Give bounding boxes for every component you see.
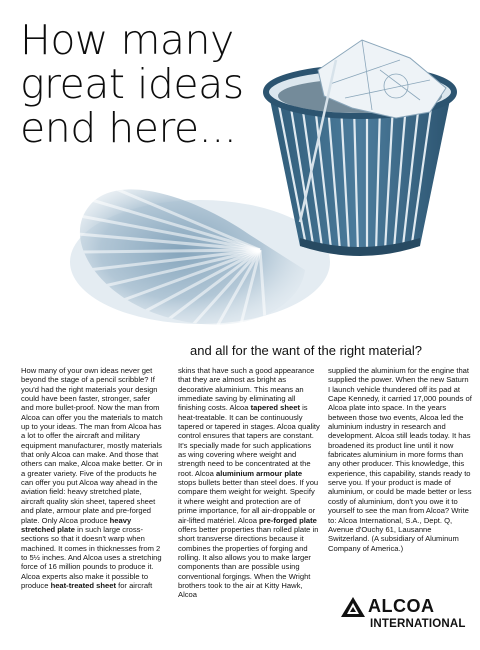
body-column-1 bbox=[21, 366, 163, 590]
emphasis-armour-plate: aluminium armour plate bbox=[216, 468, 303, 478]
body-text: offers better properties than rolled plate in short transverse directions because it combines the properties of forging and rolling. It also allows you to make larger components than are possible using conventional forgings. When the Wright brothers took to the air at Kitty Hawk, Alcoa bbox=[178, 524, 319, 600]
body-text: stops bullets better than steel does. If you compare them weight for weight. Specify it where weight and protection are of prime importance, for all air-droppable or air-lifted matériel. Alcoa bbox=[178, 478, 319, 525]
body-text: skins that have such a good appearance that they are almost as bright as decorative aluminium. This means an immediate saving by eliminating all finishing costs. Alcoa bbox=[178, 366, 315, 413]
body-text: How many of your own ideas never get beyond the stage of a pencil scribble? If you'd had the right materials your design could have been faster, stronger, safer and more bullet-proof. Now the man from Alcoa can offer you the materials to match up to your ideas. The man from Alcoa has a lot to offer the aircraft and military equipment manufacturer, mostly materials that only Alcoa can make. And those that others can make, Alcoa make better. Or in a greater variety. Five of the products he can offer you put Alcoa way ahead in the aviation field: heavy stretched plate, aircraft quality skin sheet, tapered sheet and plate, armour plate and pre-forged plate. Only Alcoa produce bbox=[21, 366, 163, 525]
emphasis-pre-forged-plate: pre-forged plate bbox=[259, 515, 317, 525]
emphasis-tapered-sheet: tapered sheet bbox=[250, 403, 300, 413]
emphasis-heavy-stretched-plate: heavy stretched plate bbox=[21, 515, 132, 534]
body-text: is heat-treatable. It can be continuously tapered or tapered in stages. Alcoa quality control ensures that tapers are constant. It's specially made for such applications as wing covering where weight and strength need to be concentrated at the root. Alcoa bbox=[178, 403, 320, 478]
logo-name: ALCOA bbox=[368, 596, 435, 616]
emphasis-heat-treated-sheet: heat-treated sheet bbox=[50, 580, 116, 590]
headline-line-3: end here... bbox=[20, 104, 237, 152]
logo-subtitle: INTERNATIONAL bbox=[370, 618, 466, 630]
alcoa-logo bbox=[340, 596, 470, 646]
body-text: for aircraft bbox=[115, 580, 153, 590]
headline bbox=[20, 18, 260, 150]
body-text: supplied the aluminium for the engine that supplied the power. When the new Saturn I launch vehicle thundered off its pad at Cape Kennedy, it carried 17,000 pounds of Alcoa plate into space. In the years between those two events, Alcoa led the aluminium industry in research and development. Alcoa still leads today. It has broadened its product line until it now fabricates aluminium in more forms than any other producer. This knowledge, this experience, this capability, stands ready to serve you. If your product is made of aluminium, or could be made better or less costly of aluminium, don't you owe it to yourself to see the man from Alcoa? Write to: Alcoa International, S.A., Dept. Q, Avenue d'Ouchy 61, Lausanne Switzerland. (A subsidiary of Aluminum Company of America.) bbox=[328, 366, 472, 553]
alcoa-triangle-icon bbox=[340, 596, 366, 618]
subheadline: and all for the want of the right material? bbox=[190, 343, 422, 358]
body-column-2 bbox=[178, 366, 320, 600]
body-column-3 bbox=[328, 366, 472, 553]
body-text: in such large cross-sections so that it doesn't warp when machined. It comes in thicknesses from 2 to 5½ inches. And Alcoa uses a stretching force of 16 million pounds to produce it. Alcoa experts also make it possible to produce bbox=[21, 524, 162, 590]
headline-line-1: How many bbox=[20, 16, 234, 64]
headline-line-2: great ideas bbox=[20, 60, 244, 108]
